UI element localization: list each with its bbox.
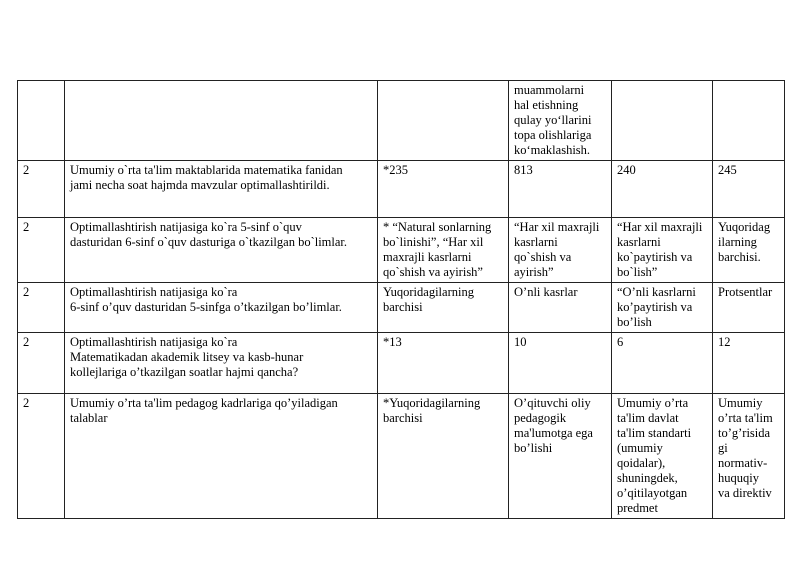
correct-answer-cell: *235 <box>378 161 509 218</box>
question-cell <box>65 81 378 161</box>
table-row <box>18 394 785 519</box>
option-b-cell: 813 <box>509 161 612 218</box>
question-cell: Umumiy o’rta ta'lim pedagog kadrlariga qo’yiladigan talablar <box>65 394 378 519</box>
question-cell: Umumiy o`rta ta'lim maktablarida matematika fanidan jami necha soat hajmda mavzular optimallashtirildi. <box>65 161 378 218</box>
option-c-cell: 6 <box>612 333 713 394</box>
question-cell: Optimallashtirish natijasiga ko`ra 5-sinf o`quv dasturidan 6-sinf o`quv dasturiga o`tkazilgan bo`limlar. <box>65 218 378 283</box>
option-d-cell: Yuqoridag ilarning barchisi. <box>713 218 785 283</box>
question-cell: Optimallashtirish natijasiga ko`ra 6-sinf o’quv dasturidan 5-sinfga o’tkazilgan bo’limlar. <box>65 283 378 333</box>
question-cell: Optimallashtirish natijasiga ko`ra Matematikadan akademik litsey va kasb-hunar kollejlariga o’tkazilgan soatlar hajmi qancha? <box>65 333 378 394</box>
option-b-cell: 10 <box>509 333 612 394</box>
correct-answer-cell <box>378 81 509 161</box>
correct-answer-cell: Yuqoridagilarning barchisi <box>378 283 509 333</box>
table-row <box>18 333 785 394</box>
option-d-cell: 12 <box>713 333 785 394</box>
table-row <box>18 81 785 161</box>
option-b-cell: muammolarni hal etishning qulay yo‘llarini topa olishlariga ko‘maklashish. <box>509 81 612 161</box>
option-c-cell: “O’nli kasrlarni ko’paytirish va bo’lish <box>612 283 713 333</box>
option-d-cell: Umumiy o’rta ta'lim to’g’risida gi normativ- huquqiy va direktiv <box>713 394 785 519</box>
difficulty-cell: 2 <box>18 283 65 333</box>
option-d-cell: 245 <box>713 161 785 218</box>
option-c-cell: “Har xil maxrajli kasrlarni ko`paytirish va bo`lish” <box>612 218 713 283</box>
option-b-cell: O’nli kasrlar <box>509 283 612 333</box>
difficulty-cell: 2 <box>18 218 65 283</box>
difficulty-cell: 2 <box>18 161 65 218</box>
option-d-cell <box>713 81 785 161</box>
difficulty-cell: 2 <box>18 333 65 394</box>
table-row <box>18 161 785 218</box>
difficulty-cell <box>18 81 65 161</box>
option-d-cell: Protsentlar <box>713 283 785 333</box>
option-b-cell: O’qituvchi oliy pedagogik ma'lumotga ega bo’lishi <box>509 394 612 519</box>
option-c-cell: 240 <box>612 161 713 218</box>
correct-answer-cell: *Yuqoridagilarning barchisi <box>378 394 509 519</box>
option-b-cell: “Har xil maxrajli kasrlarni qo`shish va ayirish” <box>509 218 612 283</box>
table-row <box>18 283 785 333</box>
correct-answer-cell: * “Natural sonlarning bo`linishi”, “Har xil maxrajli kasrlarni qo`shish va ayirish” <box>378 218 509 283</box>
correct-answer-cell: *13 <box>378 333 509 394</box>
difficulty-cell: 2 <box>18 394 65 519</box>
option-c-cell <box>612 81 713 161</box>
option-c-cell: Umumiy o’rta ta'lim davlat ta'lim standarti (umumiy qoidalar), shuningdek, o’qitilayotgan predmet <box>612 394 713 519</box>
table-row <box>18 218 785 283</box>
test-questions-table <box>17 80 785 519</box>
